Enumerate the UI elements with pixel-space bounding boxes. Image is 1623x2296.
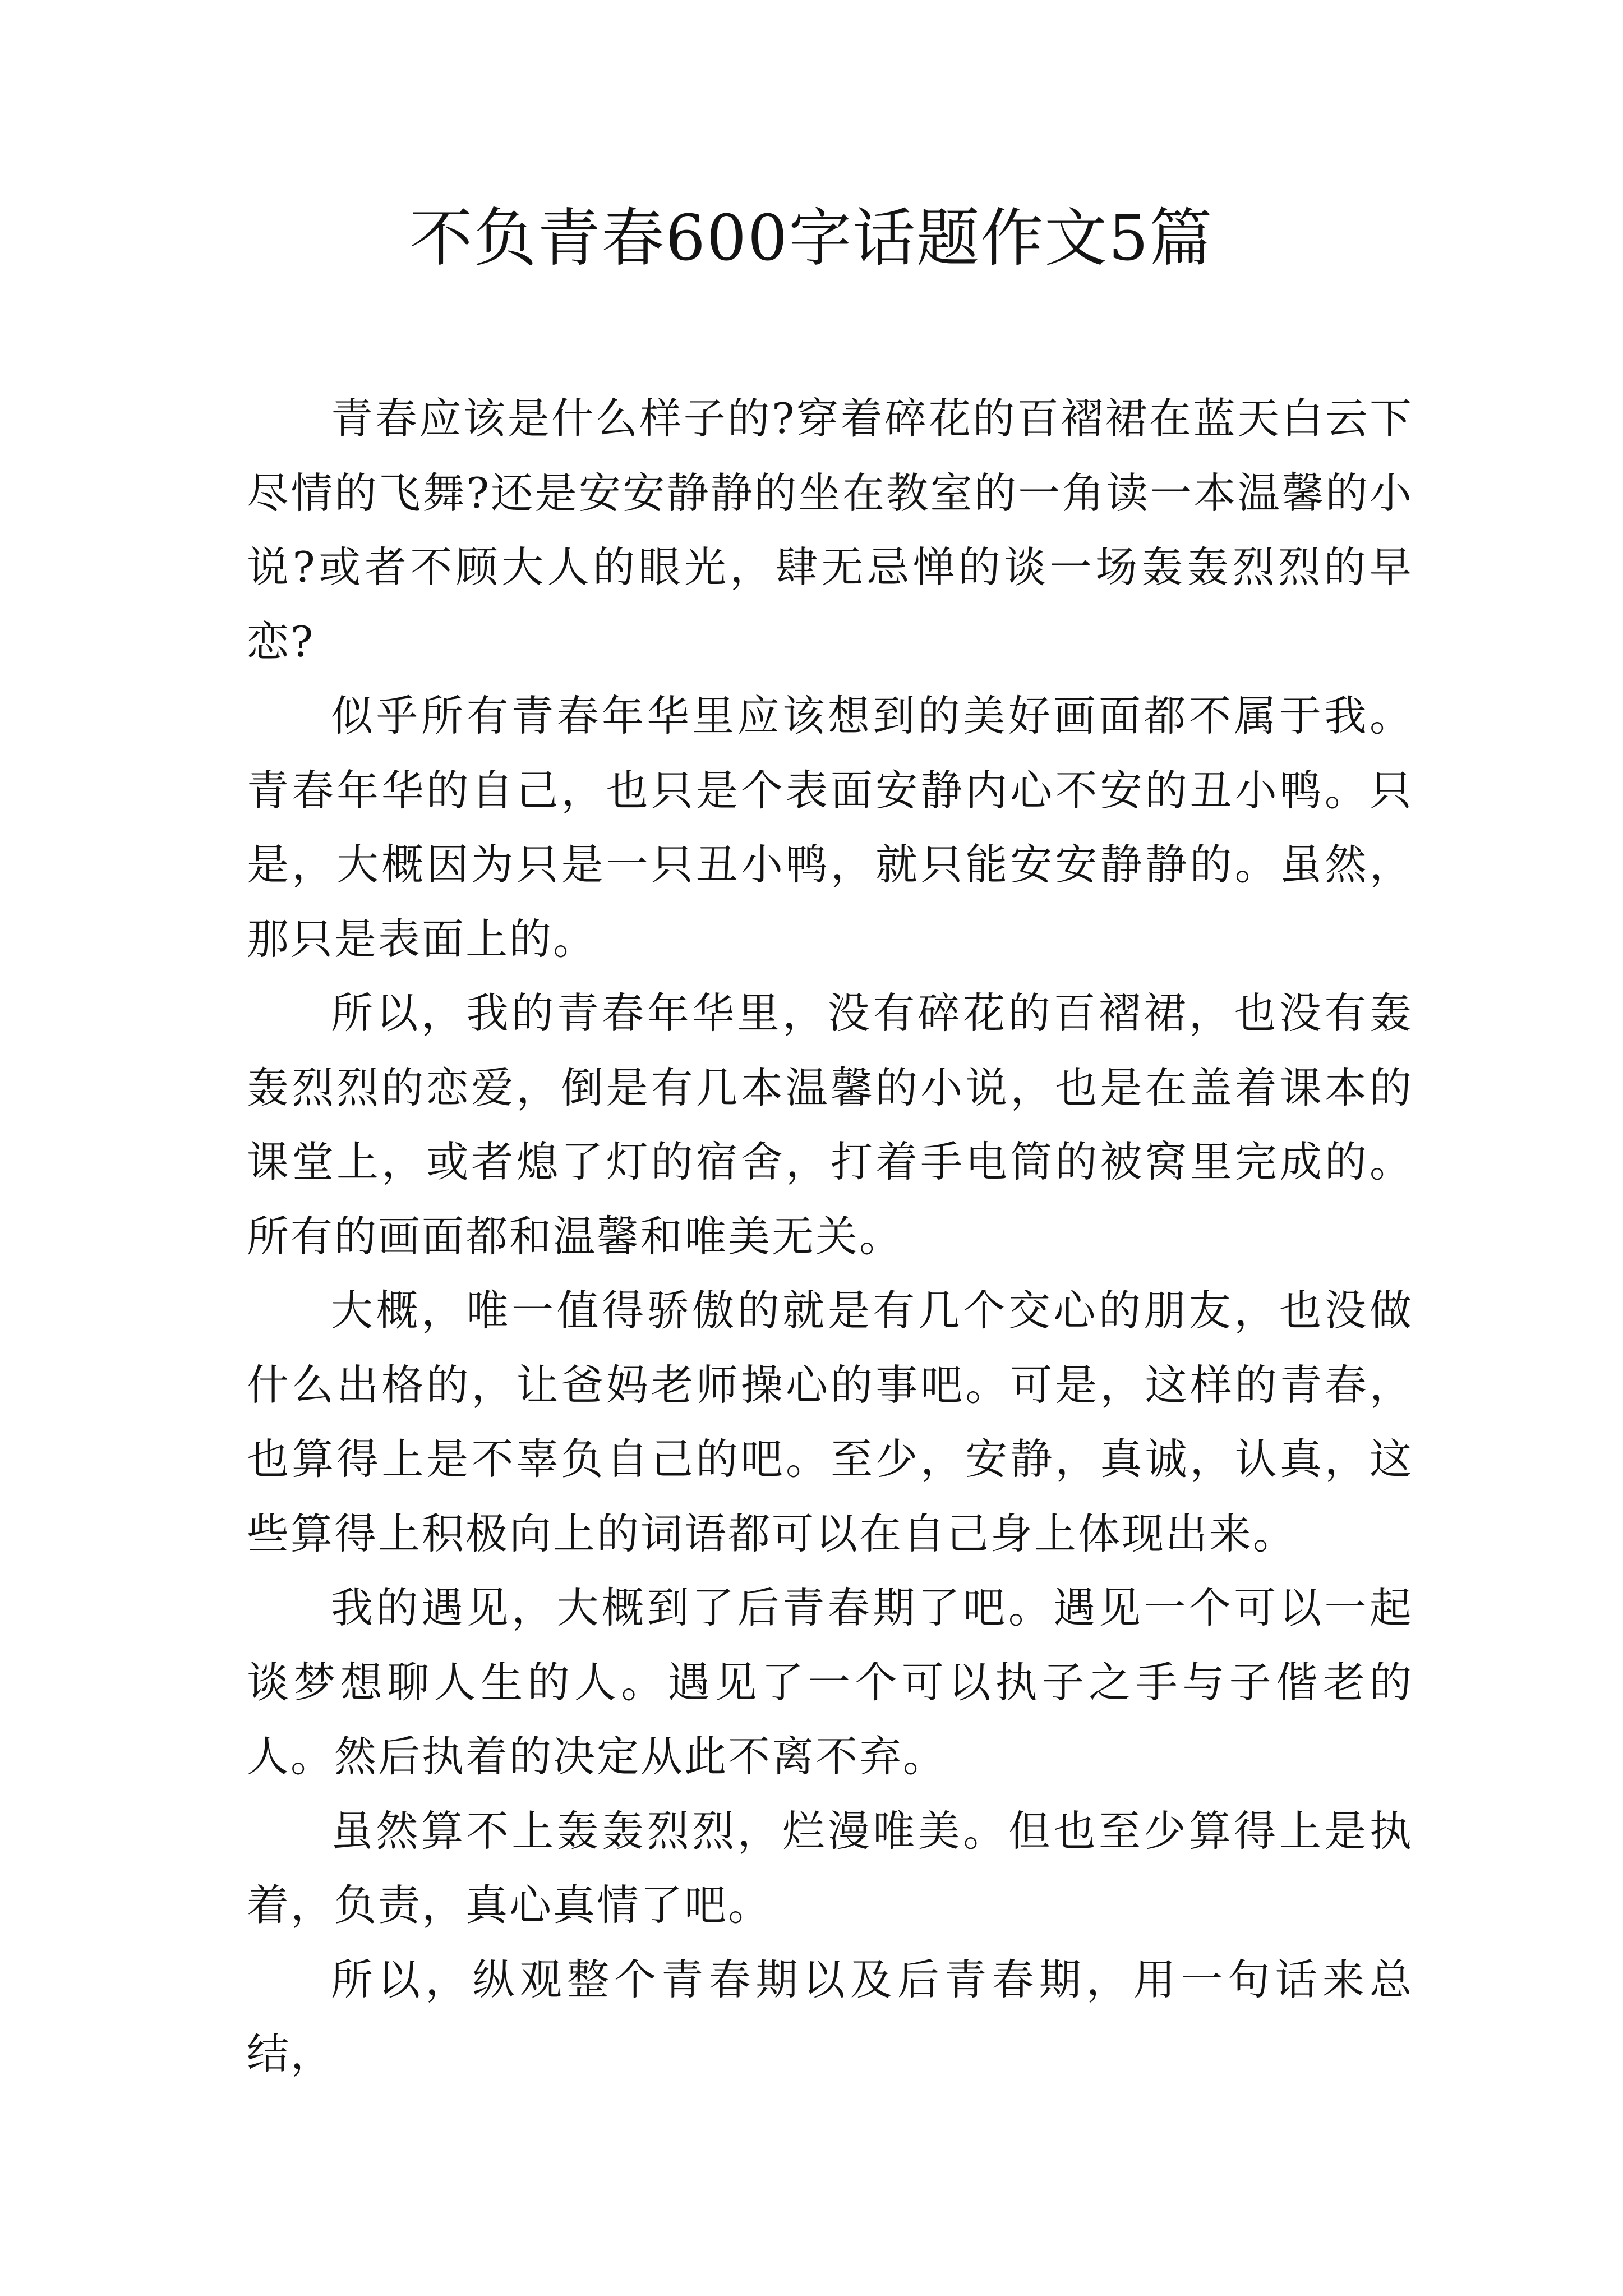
paragraph: 大概，唯一值得骄傲的就是有几个交心的朋友，也没做什么出格的，让爸妈老师操心的事吧。可是，这样的青春，也算得上是不辜负自己的吧。至少，安静，真诚，认真，这些算得上积极向上的词语都可以在自己身上体现出来。	[247, 1286, 1413, 1558]
paragraph: 似乎所有青春年华里应该想到的美好画面都不属于我。青春年华的自己，也只是个表面安静内心不安的丑小鸭。只是，大概因为只是一只丑小鸭，就只能安安静静的。虽然，那只是表面上的。	[247, 691, 1413, 964]
paragraph: 青春应该是什么样子的?穿着碎花的百褶裙在蓝天白云下尽情的飞舞?还是安安静静的坐在教室的一角读一本温馨的小说?或者不顾大人的眼光，肆无忌惮的谈一场轰轰烈烈的早恋?	[247, 394, 1413, 666]
document-title: 不负青春600字话题作文5篇	[409, 202, 1214, 275]
paragraph: 所以，纵观整个青春期以及后青春期，用一句话来总结，	[247, 1954, 1413, 2078]
paragraph: 我的遇见，大概到了后青春期了吧。遇见一个可以一起谈梦想聊人生的人。遇见了一个可以执子之手与子偕老的人。然后执着的决定从此不离不弃。	[247, 1583, 1413, 1781]
paragraph: 虽然算不上轰轰烈烈，烂漫唯美。但也至少算得上是执着，负责，真心真情了吧。	[247, 1806, 1413, 1930]
document-body	[247, 381, 1413, 2091]
paragraph: 所以，我的青春年华里，没有碎花的百褶裙，也没有轰轰烈烈的恋爱，倒是有几本温馨的小说，也是在盖着课本的课堂上，或者熄了灯的宿舍，打着手电筒的被窝里完成的。所有的画面都和温馨和唯美无关。	[247, 988, 1413, 1261]
